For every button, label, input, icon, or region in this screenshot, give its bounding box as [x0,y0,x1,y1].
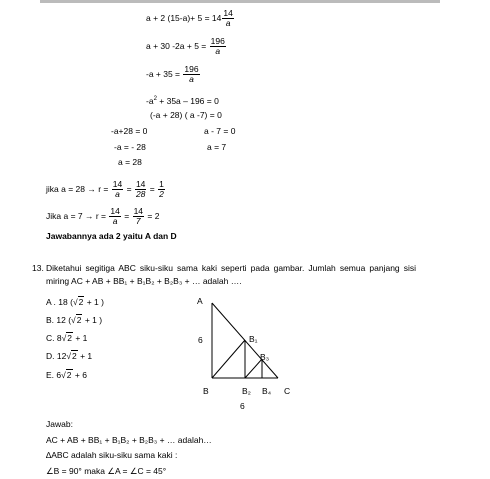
label-b2: B₂ [242,386,251,396]
work-line-1: a + 2 (15-a)+ 5 = 14 $\frac{14}{a}$ [146,8,233,28]
option-c: C. 8√2 + 1 [46,333,88,343]
work-line-5: (-a + 28) ( a -7) = 0 [150,110,222,120]
question-number: 13. [32,263,44,273]
label-b4: B₄ [262,386,272,396]
jawab-line-2: ∆ABC adalah siku-siku sama kaki : [46,450,178,460]
label-side-left: 6 [198,335,203,345]
work-line-3: -a + 35 = $\frac{196}{a}$ [146,64,199,84]
jawab-line-1: AC + AB + BB₁ + B₁B₂ + B₂B₃ + … adalah… [46,435,212,445]
work-line-4: $-a^2 + 35a - 196 = 0$ [146,95,219,106]
option-a: A . 18 (√2 + 1 ) [46,297,104,307]
label-b3: B₃ [260,352,270,362]
work-line-7-left: -a = - 28 [114,142,146,152]
label-c: C [284,386,291,396]
work-line-2: a + 30 -2a + 5 = $\frac{196}{a}$ [146,36,225,56]
label-b1: B₁ [249,334,258,344]
jawab-line-3: ∠B = 90° maka ∠A = ∠C = 45° [46,466,167,476]
label-b: B [203,386,209,396]
option-d: D. 12√2 + 1 [46,351,93,361]
answer-12: Jawabannya ada 2 yaitu A dan D [46,231,177,241]
case-a-7: Jika a = 7 → r = $\frac{14}{a}$ = $\frac{14}{7}$ = 2 [46,206,160,226]
work-line-6-right: a - 7 = 0 [204,126,236,136]
label-a: A [197,296,203,306]
work-line-6-left: -a+28 = 0 [111,126,148,136]
work-line-8: a = 28 [118,157,142,167]
segment-bb1 [212,340,245,378]
option-e: E. 6√2 + 6 [46,370,87,380]
label-side-bottom: 6 [240,401,245,411]
jawab-label: Jawab: [46,419,73,429]
work-line-7-right: a = 7 [207,142,227,152]
question-text: Diketahui segitiga ABC siku-siku sama kaki seperti pada gambar. Jumlah semua panjang sisi miring AC + AB + BB₁ + B₁B₂ + B₂B₃ + … adalah …. [46,263,416,286]
case-a-28: jika a = 28 → r = $\frac{14}{a}$ = $\frac{14}{28}$ = $\frac{1}{2}$ [46,179,164,199]
option-b: B. 12 (√2 + 1 ) [46,315,103,325]
